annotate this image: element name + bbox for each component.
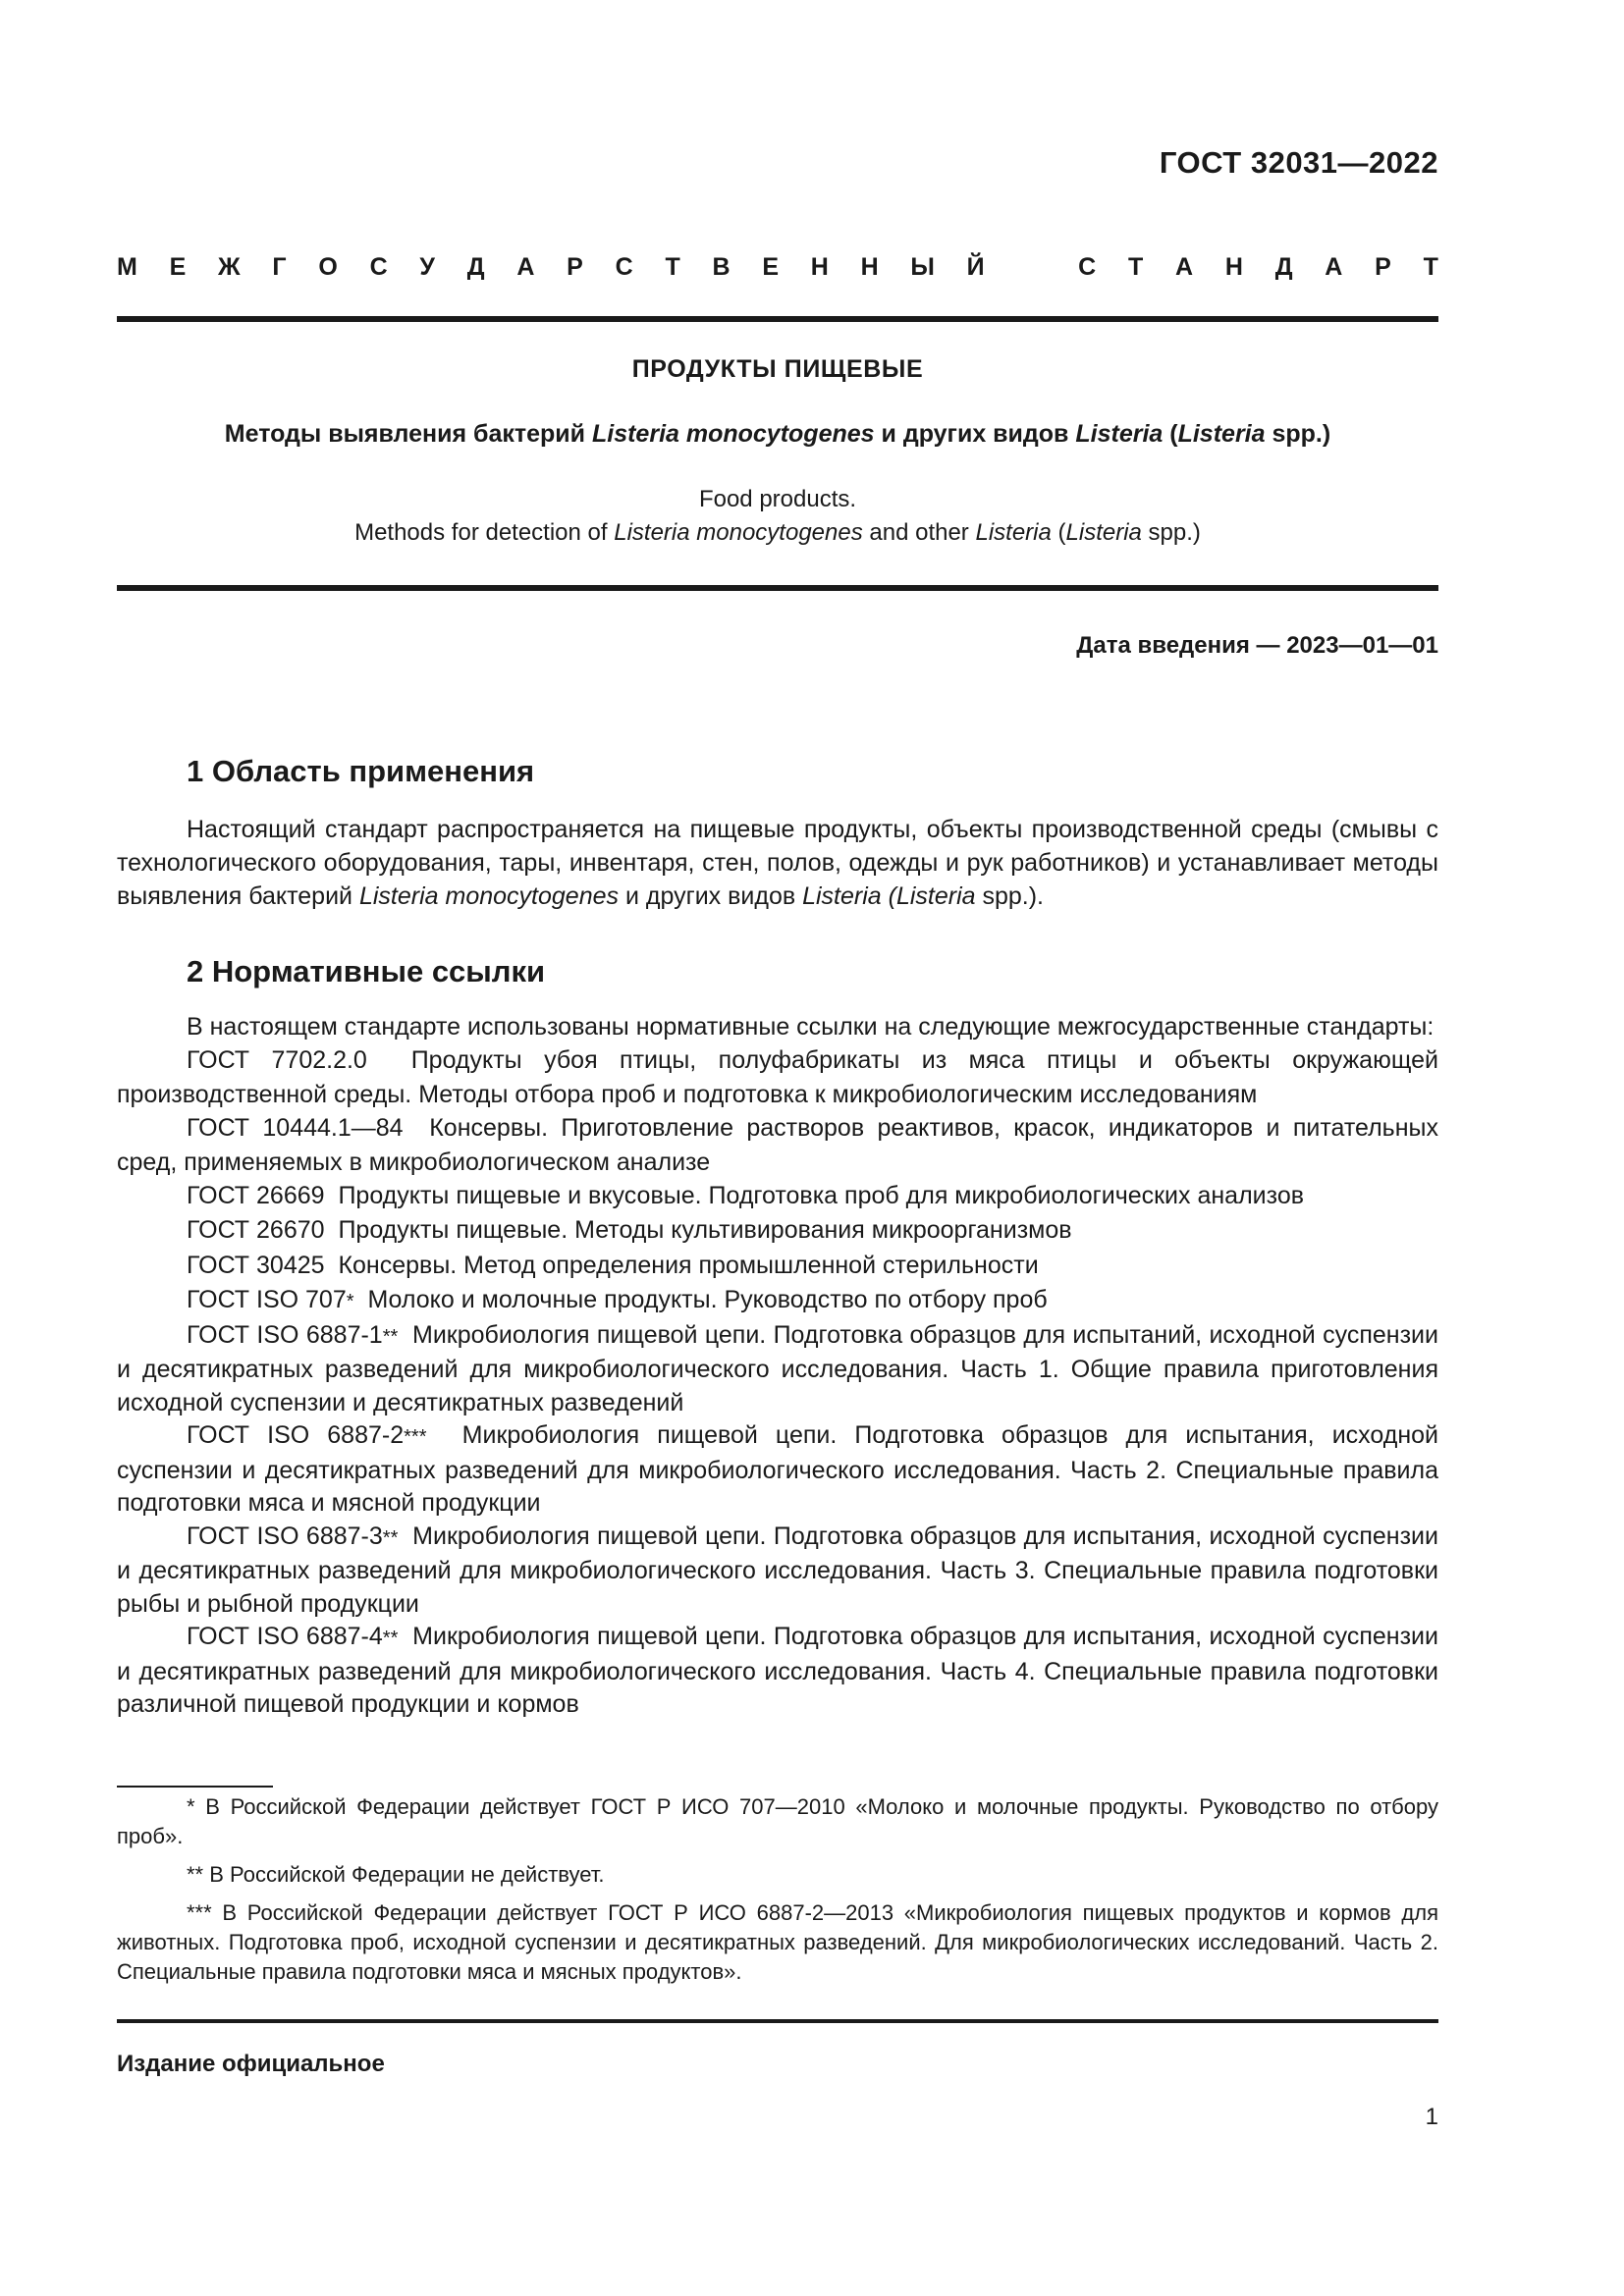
footnote: ** В Российской Федерации не действует. (187, 1862, 605, 1887)
edition-label: Издание официальное (117, 2051, 385, 2077)
reference-item (117, 1319, 1438, 1420)
reference-footnote-mark: *** (404, 1426, 427, 1448)
standard-type-letter: Г (272, 253, 287, 281)
standard-type-letter: Н (860, 253, 879, 281)
standard-type-letter: А (1325, 253, 1343, 281)
reference-code: ГОСТ 26670 (187, 1216, 325, 1244)
reference-title: Микробиология пищевой цепи. Подготовка образцов для испытания, исходной суспензии и десятикратных разведений для микробиологического исследования. Часть 2. Специальные правила подготовки мяса и мясной продукции (117, 1421, 1438, 1517)
reference-title: Консервы. Приготовление растворов реактивов, красок, индикаторов и питательных сред, применяемых в микробиологическом анализе (117, 1113, 1438, 1176)
reference-code: ГОСТ 10444.1—84 (187, 1113, 404, 1142)
footnote: * В Российской Федерации действует ГОСТ Р ИСО 707—2010 «Молоко и молочные продукты. Руководство по отбору проб». (117, 1794, 1438, 1848)
reference-item (117, 1419, 1438, 1521)
standard-type-letter: Ы (910, 253, 935, 281)
reference-code: ГОСТ ISO 6887-1 (187, 1320, 383, 1349)
section-1-heading: 1 Область применения (187, 754, 535, 788)
standard-type-letter: Д (466, 253, 485, 281)
reference-title: Молоко и молочные продукты. Руководство по отбору проб (367, 1286, 1048, 1313)
standard-type-letter: Е (762, 253, 779, 281)
reference-code: ГОСТ 7702.2.0 (187, 1045, 367, 1074)
standard-type-letter: С (615, 253, 633, 281)
reference-title: Микробиология пищевой цепи. Подготовка образцов для испытания, исходной суспензии и десятикратных разведений для микробиологического исследования. Часть 4. Специальные правила подготовки различной пищевой продукции и кормов (117, 1623, 1438, 1718)
intro-date: Дата введения — 2023—01—01 (1076, 632, 1438, 659)
reference-title: Продукты пищевые. Методы культивирования микроорганизмов (338, 1216, 1072, 1244)
standard-type-letter: Ж (218, 253, 241, 281)
reference-footnote-mark: ** (382, 1325, 399, 1348)
standard-type-letter: Й (966, 253, 985, 281)
page-number: 1 (1425, 2104, 1438, 2130)
title-subtitle: Методы выявления бактерий Listeria monocytogenes и других видов Listeria (Listeria spp.) (224, 420, 1331, 448)
reference-code: ГОСТ ISO 6887-2 (187, 1421, 405, 1449)
reference-code: ГОСТ ISO 707 (187, 1286, 347, 1313)
reference-item (117, 1621, 1438, 1722)
reference-item (117, 1044, 1438, 1112)
standard-type-letter: Н (1224, 253, 1243, 281)
title-english-line1: Food products. (698, 486, 857, 512)
standard-type-letter: Р (567, 253, 583, 281)
standard-type-letter: С (1078, 253, 1097, 281)
reference-item (117, 1214, 1438, 1250)
reference-footnote-mark: ** (382, 1628, 399, 1649)
standard-type-letter: Т (1128, 253, 1144, 281)
footnote: *** В Российской Федерации действует ГОСТ Р ИСО 6887-2—2013 «Микробиология пищевых продуктов и кормов для животных. Подготовка проб, исходной суспензии и десятикратных разведений. Для микробиологических исследований. Часть 2. Специальные правила подготовки мяса и мясных продуктов». (117, 1900, 1438, 1984)
reference-title: Микробиология пищевой цепи. Подготовка образцов для испытаний, исходной суспензии и десятикратных разведений для микробиологического исследования. Часть 1. Общие правила приготовления исходной суспензии и десятикратных разведений (117, 1320, 1438, 1416)
standard-type-letter: Р (1375, 253, 1391, 281)
header-rule (117, 316, 1438, 322)
standard-type-letter: Е (169, 253, 187, 281)
footnotes (117, 1792, 1438, 1996)
title-rule (117, 585, 1438, 591)
reference-title: Микробиология пищевой цепи. Подготовка образцов для испытания, исходной суспензии и десятикратных разведений для микробиологического исследования. Часть 3. Специальные правила подготовки рыбы и рыбной продукции (117, 1522, 1438, 1618)
standard-type-gap (1016, 253, 1046, 287)
standard-type-letter: Т (665, 253, 680, 281)
footnote-rule (117, 1786, 273, 1788)
reference-item (117, 1521, 1438, 1622)
standard-type-letter: С (369, 253, 388, 281)
reference-code: ГОСТ 26669 (187, 1181, 325, 1209)
standard-type-letter: А (516, 253, 535, 281)
doc-number: ГОСТ 32031—2022 (1159, 145, 1438, 180)
reference-footnote-mark: * (346, 1291, 354, 1312)
reference-code: ГОСТ 30425 (187, 1251, 325, 1279)
standard-type-heading (117, 253, 1438, 287)
standard-type-letter: О (318, 253, 338, 281)
reference-title: Консервы. Метод определения промышленной стерильности (338, 1251, 1039, 1279)
reference-item (117, 1112, 1438, 1180)
reference-item (117, 1180, 1438, 1215)
reference-code: ГОСТ ISO 6887-4 (187, 1623, 383, 1650)
standard-type-letter: В (712, 253, 731, 281)
footer-rule (117, 2019, 1438, 2023)
normative-references (117, 1011, 1438, 1722)
reference-title: Продукты убоя птицы, полуфабрикаты из мяса птицы и объекты окружающей производственной среды. Методы отбора проб и подготовка к микробиологическим исследованиям (117, 1045, 1438, 1108)
standard-type-letter: Н (810, 253, 829, 281)
section-1-text: Настоящий стандарт распространяется на пищевые продукты, объекты производственной среды (смывы с технологического оборудования, тары, инвентаря, стен, полов, одежды и рук работников) и устанавливает методы выявления бактерий Listeria monocytogenes и других видов Listeria (Listeria spp.). (117, 816, 1438, 910)
reference-item (117, 1250, 1438, 1285)
title-main: ПРОДУКТЫ ПИЩЕВЫЕ (631, 355, 924, 383)
reference-title: Продукты пищевые и вкусовые. Подготовка проб для микробиологических анализов (338, 1181, 1304, 1209)
reference-code: ГОСТ ISO 6887-3 (187, 1522, 383, 1550)
standard-type-letter: М (117, 253, 137, 281)
standard-type-letter: У (419, 253, 435, 281)
reference-footnote-mark: ** (382, 1526, 399, 1549)
title-english (117, 483, 1438, 550)
reference-item (117, 1284, 1438, 1319)
section-2-heading: 2 Нормативные ссылки (187, 954, 546, 988)
title-english-line2: Methods for detection of Listeria monocytogenes and other Listeria (Listeria spp.) (354, 519, 1201, 546)
standard-type-letter: Д (1274, 253, 1293, 281)
standard-type-letter: Т (1423, 253, 1438, 281)
section-2-intro: В настоящем стандарте использованы нормативные ссылки на следующие межгосударственные стандарты: (187, 1013, 1435, 1041)
standard-type-letter: А (1175, 253, 1194, 281)
